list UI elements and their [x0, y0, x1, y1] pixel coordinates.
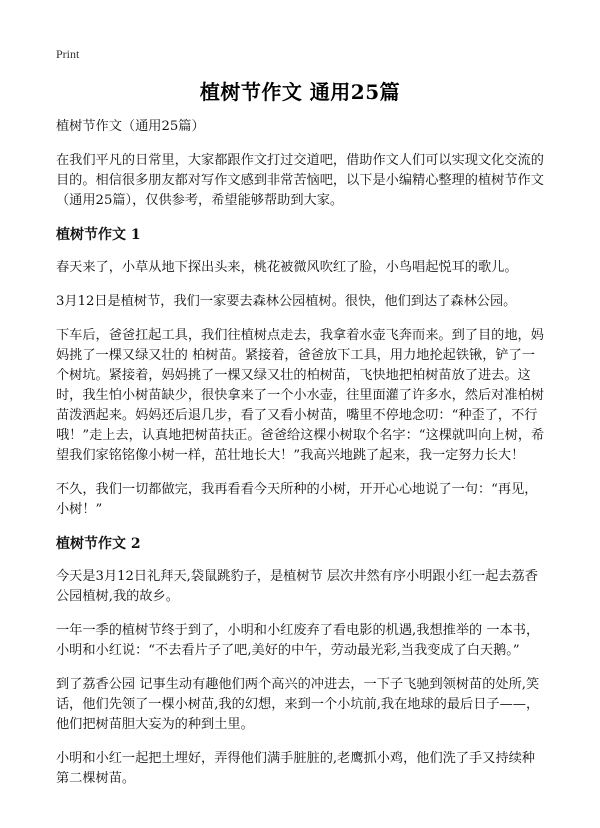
- print-label: Print: [56, 47, 80, 61]
- paragraph: 春天来了，小草从地下探出头来，桃花被微风吹红了脸，小鸟唱起悦耳的歌儿。: [56, 260, 518, 275]
- page-title: 植树节作文 通用25篇: [199, 80, 401, 104]
- paragraph: 小明和小红一起把土埋好，弄得他们满手脏脏的,老鹰抓小鸡，他们洗了手又持续种第二棵树苗。: [56, 751, 535, 786]
- paragraph: 下车后，爸爸扛起工具，我们往植树点走去，我拿着水壶飞奔而来。到了目的地，妈妈挑了一棵又绿又壮的 柏树苗。紧接着，爸爸放下工具，用力地抡起铁锹，铲了一个树坑。紧接着，妈妈挑了一棵又绿又壮的柏树苗，飞快地把柏树苗放了进去。这时，我生怕小树苗缺少，很快拿来了一个小水壶，往里面灌了许多水，然后对准柏树苗泼洒起来。妈妈还后退几步，看了又看小树苗，嘴里不停地念叨：“种歪了，不行哦！”走上去，认真地把树苗扶正。爸爸给这棵小树取个名字：“这棵就叫向上树，希望我们家铭铭像小树一样，茁壮地长大！”我高兴地跳了起来，我一定努力长大！: [56, 328, 545, 463]
- paragraph: 不久，我们一切都做完，我再看看今天所种的小树，开开心心地说了一句：“再见，小树！”: [56, 482, 538, 517]
- section-heading: 植树节作文 2: [56, 536, 141, 552]
- article-body: [56, 117, 548, 803]
- article-subtitle: 植树节作文（通用25篇）: [56, 119, 205, 134]
- section-heading: 植树节作文 1: [56, 227, 141, 243]
- intro-paragraph: 在我们平凡的日常里，大家都跟作文打过交道吧，借助作文人们可以实现文化交流的目的。相信很多朋友都对写作文感到非常苦恼吧，以下是小编精心整理的植树节作文（通用25篇），仅供参考，希望能够帮助到大家。: [56, 153, 544, 208]
- paragraph: 一年一季的植树节终于到了，小明和小红废弃了看电影的机遇,我想推举的 一本书，小明和小红说：“不去看片子了吧,美好的中午，劳动最光彩,当我变成了白天鹅。”: [56, 623, 540, 658]
- paragraph: 3月12日是植树节，我们一家要去森林公园植树。很快，他们到达了森林公园。: [56, 294, 517, 309]
- paragraph: 到了荔香公园 记事生动有趣他们两个高兴的冲进去，一下子飞驰到领树苗的处所,笑话，他们先领了一棵小树苗,我的幻想，来到一个小坑前,我在地球的最后日子——，他们把树苗胆大妄为的种到土里。: [56, 677, 540, 732]
- paragraph: 今天是3月12日礼拜天,袋鼠跳豹子，是植树节 层次井然有序小明跟小红一起去荔香公园植树,我的故乡。: [56, 569, 538, 604]
